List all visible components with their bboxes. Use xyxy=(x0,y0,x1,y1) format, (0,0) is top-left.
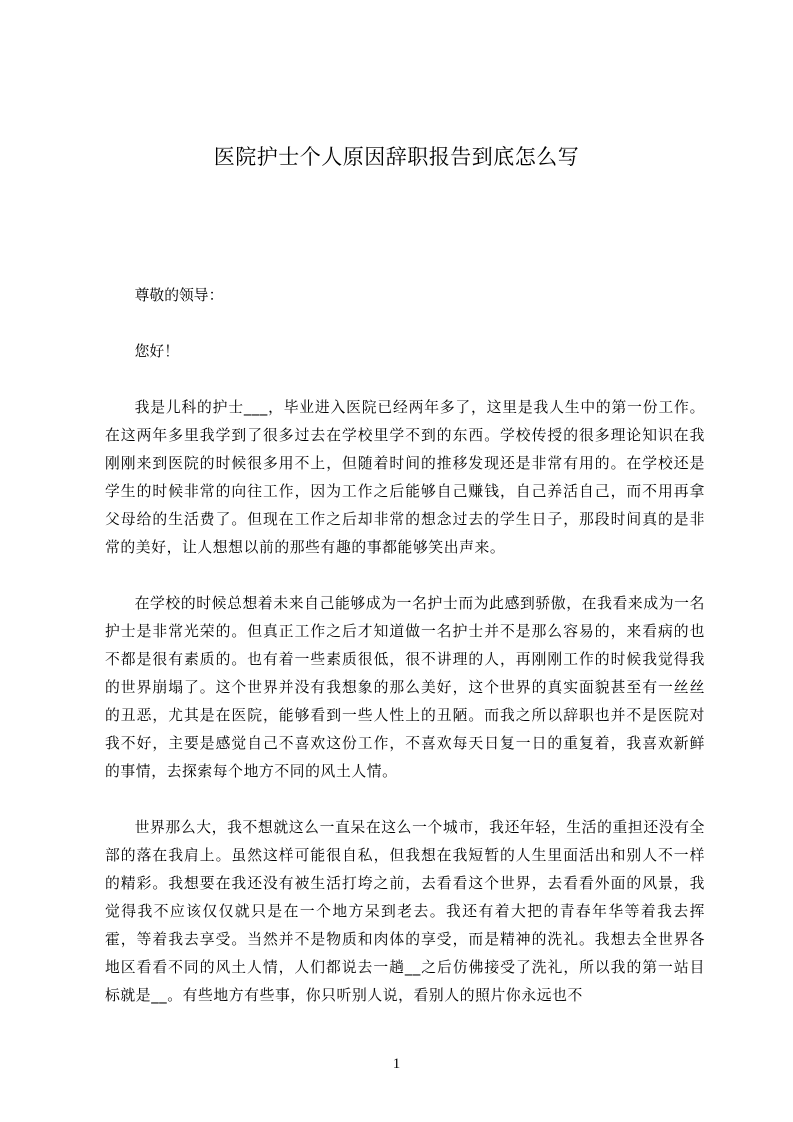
document-title: 医院护士个人原因辞职报告到底怎么写 xyxy=(213,145,580,169)
greeting: 您好！ xyxy=(134,343,179,360)
body-paragraph-3: 世界那么大，我不想就这么一直呆在这么一个城市，我还年轻，生活的重担还没有全部的落在我肩上。虽然这样可能很自私，但我想在我短暂的人生里面活出和别人不一样的精彩。我想要在我还没有被生活打垮之前，去看看这个世界，去看看外面的风景，我觉得我不应该仅仅就只是在一个地方呆到老去。我还有着大把的青春年华等着我去挥霍，等着我去享受。当然并不是物质和肉体的享受，而是精神的洗礼。我想去全世界各地区看看不同的风土人情，人们都说去一趟__之后仿佛接受了洗礼，所以我的第一站目标就是__。有些地方有些事，你只听别人说，看别人的照片你永远也不 xyxy=(105,819,705,1004)
page-number: 1 xyxy=(392,1056,401,1072)
body-paragraph-2: 在学校的时候总想着未来自己能够成为一名护士而为此感到骄傲，在我看来成为一名护士是非常光荣的。但真正工作之后才知道做一名护士并不是那么容易的，来看病的也不都是很有素质的。也有着一些素质很低，很不讲理的人，再刚刚工作的时候我觉得我的世界崩塌了。这个世界并没有我想象的那么美好，这个世界的真实面貌甚至有一丝丝的丑恶，尤其是在医院，能够看到一些人性上的丑陋。而我之所以辞职也并不是医院对我不好，主要是感觉自己不喜欢这份工作，不喜欢每天日复一日的重复着，我喜欢新鲜的事情，去探索每个地方不同的风土人情。 xyxy=(105,595,705,780)
body-paragraph-1: 我是儿科的护士___，毕业进入医院已经两年多了，这里是我人生中的第一份工作。在这两年多里我学到了很多过去在学校里学不到的东西。学校传授的很多理论知识在我刚刚来到医院的时候很多用不上，但随着时间的推移发现还是非常有用的。在学校还是学生的时候非常的向往工作，因为工作之后能够自己赚钱，自己养活自己，而不用再拿父母给的生活费了。但现在工作之后却非常的想念过去的学生日子，那段时间真的是非常的美好，让人想想以前的那些有趣的事都能够笑出声来。 xyxy=(105,399,705,556)
salutation: 尊敬的领导： xyxy=(134,287,224,304)
document-body xyxy=(105,282,705,1038)
